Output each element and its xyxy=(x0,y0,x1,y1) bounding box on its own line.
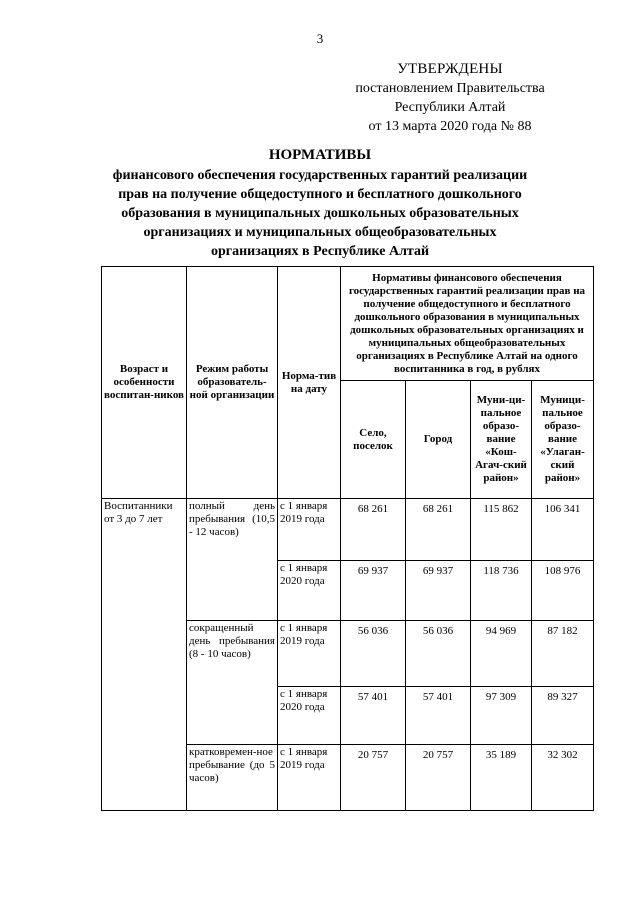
mode-cell: кратковремен-ное пребывание (до 5 часов) xyxy=(187,745,278,811)
ulagan-value: 89 327 xyxy=(532,687,594,745)
header-age: Возраст и особенности воспитан-ников xyxy=(102,267,187,499)
mode-cell: полный день пребывания (10,5 - 12 часов) xyxy=(187,499,278,621)
ulagan-value: 32 302 xyxy=(532,745,594,811)
approval-date: от 13 марта 2020 года № 88 xyxy=(368,119,532,134)
header-kosh-agach: Муни-ци-пальное образо-вание «Кош-Агач-ский район» xyxy=(471,381,532,499)
header-mode: Режим работы образователь-ной организации xyxy=(187,267,278,499)
date-cell: с 1 января 2019 года xyxy=(278,499,341,561)
header-norms-group: Нормативы финансового обеспечения государственных гарантий реализации прав на получение общедоступного и бесплатного дошкольного образования в муниципальных дошкольных образовательных организациях и муниципальных общеобразовательных организациях в Республике Алтай на одного воспитанника в год, в рублях xyxy=(341,267,594,381)
header-ulagan: Муници-пальное образо-вание «Улаган-ский район» xyxy=(532,381,594,499)
age-group-cell: Воспитанники от 3 до 7 лет xyxy=(102,499,187,811)
document-title: НОРМАТИВЫ xyxy=(268,147,372,163)
header-city: Город xyxy=(406,381,471,499)
approval-by: постановлением Правительства xyxy=(355,81,545,96)
ulagan-value: 87 182 xyxy=(532,621,594,687)
kosh-agach-value: 118 736 xyxy=(471,561,532,621)
date-cell: с 1 января 2019 года xyxy=(278,745,341,811)
header-village: Село, поселок xyxy=(341,381,406,499)
village-value: 68 261 xyxy=(341,499,406,561)
city-value: 57 401 xyxy=(406,687,471,745)
village-value: 20 757 xyxy=(341,745,406,811)
mode-cell: сокращенный день пребывания (8 - 10 часов) xyxy=(187,621,278,745)
city-value: 56 036 xyxy=(406,621,471,687)
village-value: 69 937 xyxy=(341,561,406,621)
approval-title: УТВЕРЖДЕНЫ xyxy=(397,61,503,77)
ulagan-value: 106 341 xyxy=(532,499,594,561)
village-value: 57 401 xyxy=(341,687,406,745)
kosh-agach-value: 94 969 xyxy=(471,621,532,687)
date-cell: с 1 января 2019 года xyxy=(278,621,341,687)
approval-region: Республики Алтай xyxy=(394,100,506,115)
page-number: 3 xyxy=(316,31,324,46)
table-row xyxy=(102,499,594,561)
document-subtitle: финансового обеспечения государственных гарантий реализации прав на получение общедоступного и бесплатного дошкольного образования в муниципальных дошкольных образовательных организациях и муниципальных общеобразовательных организациях в Республике Алтай xyxy=(112,168,528,259)
city-value: 20 757 xyxy=(406,745,471,811)
city-value: 69 937 xyxy=(406,561,471,621)
norms-table xyxy=(101,266,594,811)
kosh-agach-value: 97 309 xyxy=(471,687,532,745)
village-value: 56 036 xyxy=(341,621,406,687)
city-value: 68 261 xyxy=(406,499,471,561)
date-cell: с 1 января 2020 года xyxy=(278,561,341,621)
kosh-agach-value: 35 189 xyxy=(471,745,532,811)
ulagan-value: 108 976 xyxy=(532,561,594,621)
kosh-agach-value: 115 862 xyxy=(471,499,532,561)
header-norm-date: Норма-тив на дату xyxy=(278,267,341,499)
date-cell: с 1 января 2020 года xyxy=(278,687,341,745)
